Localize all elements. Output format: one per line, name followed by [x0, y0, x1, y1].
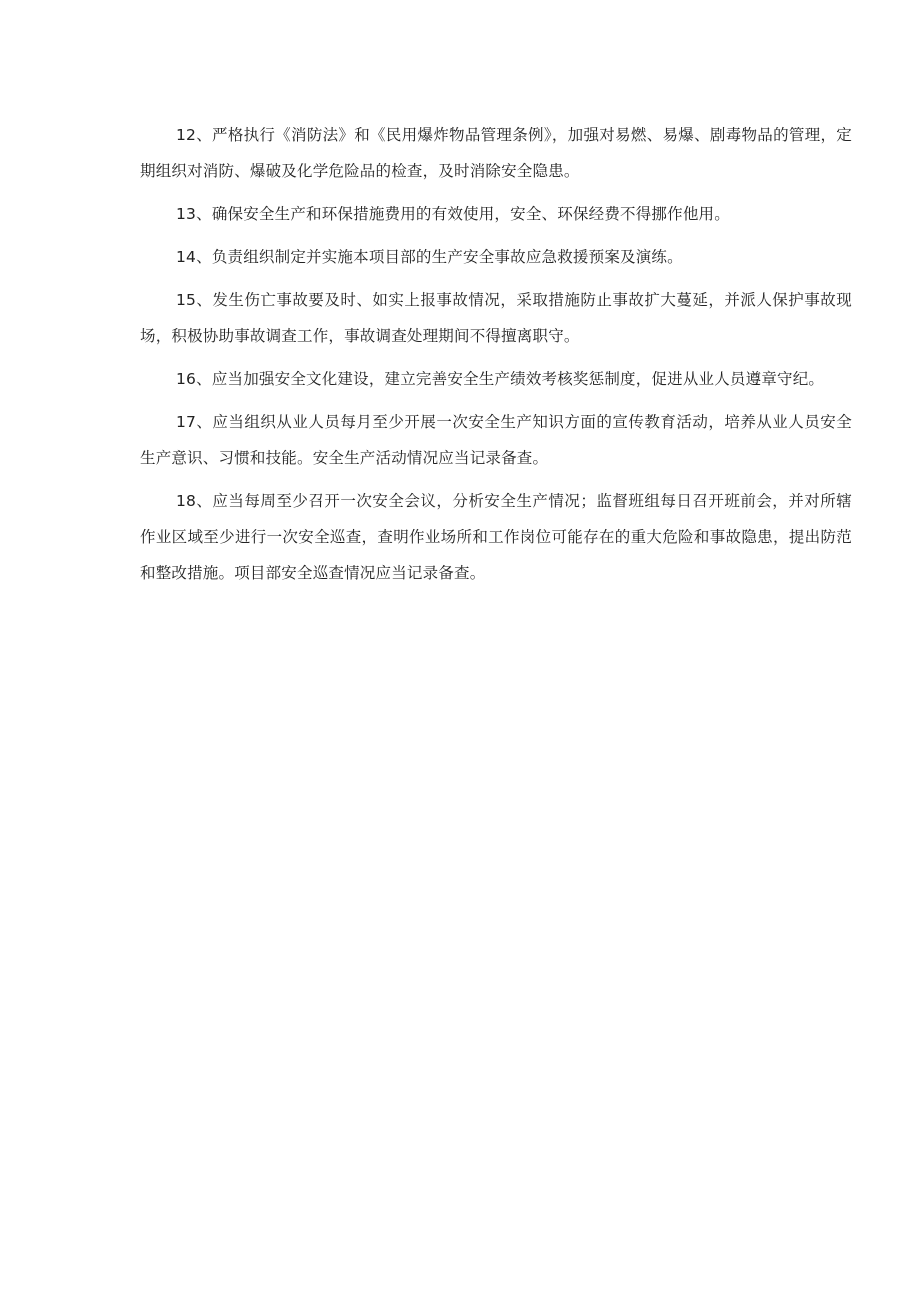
paragraph-item-12: 12、严格执行《消防法》和《民用爆炸物品管理条例》，加强对易燃、易爆、剧毒物品的管理，定期组织对消防、爆破及化学危险品的检查，及时消除安全隐患。 [140, 126, 852, 180]
document-body [140, 117, 852, 598]
paragraph-item-14: 14、负责组织制定并实施本项目部的生产安全事故应急救援预案及演练。 [176, 248, 683, 266]
paragraph-item-15: 15、发生伤亡事故要及时、如实上报事故情况，采取措施防止事故扩大蔓延，并派人保护事故现场，积极协助事故调查工作，事故调查处理期间不得擅离职守。 [140, 291, 852, 345]
paragraph-item-13: 13、确保安全生产和环保措施费用的有效使用，安全、环保经费不得挪作他用。 [176, 205, 730, 223]
paragraph-item-18: 18、应当每周至少召开一次安全会议，分析安全生产情况；监督班组每日召开班前会，并对所辖作业区域至少进行一次安全巡查，查明作业场所和工作岗位可能存在的重大危险和事故隐患，提出防范和整改措施。项目部安全巡查情况应当记录备查。 [140, 492, 852, 582]
paragraph-item-17: 17、应当组织从业人员每月至少开展一次安全生产知识方面的宣传教育活动，培养从业人员安全生产意识、习惯和技能。安全生产活动情况应当记录备查。 [140, 413, 852, 467]
paragraph-item-16: 16、应当加强安全文化建设，建立完善安全生产绩效考核奖惩制度，促进从业人员遵章守纪。 [176, 370, 825, 388]
